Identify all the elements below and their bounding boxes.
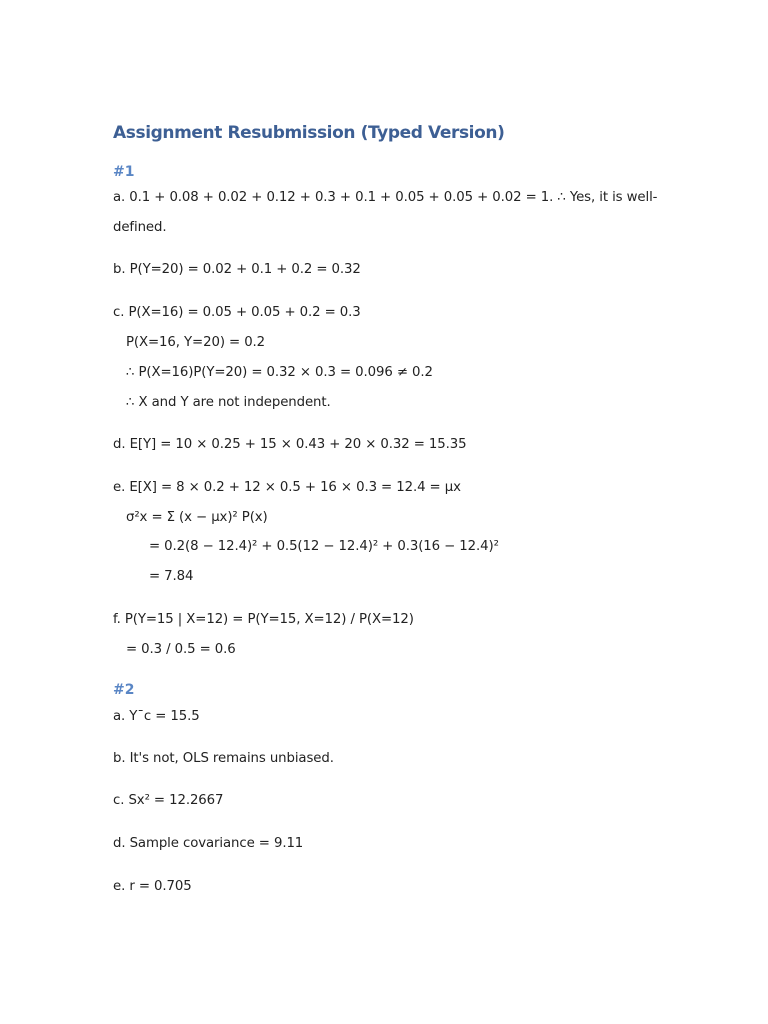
- answer-1c-line-2: P(X=16, Y=20) = 0.2: [126, 335, 266, 350]
- answer-1f-line-2: = 0.3 / 0.5 = 0.6: [126, 642, 236, 657]
- section-heading-2: #2: [113, 682, 135, 698]
- section-heading-1: #1: [113, 164, 135, 180]
- answer-2e: e. r = 0.705: [113, 879, 192, 894]
- answer-2a: a. Y¯c = 15.5: [113, 709, 200, 724]
- answer-1e-line-2: σ²x = Σ (x − μx)² P(x): [126, 510, 268, 525]
- answer-1e-line-3: = 0.2(8 − 12.4)² + 0.5(12 − 12.4)² + 0.3(16 − 12.4)²: [149, 539, 499, 554]
- answer-1c-line-4: ∴ X and Y are not independent.: [126, 395, 331, 410]
- answer-1d: d. E[Y] = 10 × 0.25 + 15 × 0.43 + 20 × 0.32 = 15.35: [113, 437, 467, 452]
- answer-2b: b. It's not, OLS remains unbiased.: [113, 751, 334, 766]
- answer-1b: b. P(Y=20) = 0.02 + 0.1 + 0.2 = 0.32: [113, 262, 361, 277]
- answer-2d: d. Sample covariance = 9.11: [113, 836, 304, 851]
- answer-1a-line-2: defined.: [113, 220, 167, 235]
- answer-2c: c. Sx² = 12.2667: [113, 793, 224, 808]
- answer-1c-line-1: c. P(X=16) = 0.05 + 0.05 + 0.2 = 0.3: [113, 305, 361, 320]
- answer-1e-line-1: e. E[X] = 8 × 0.2 + 12 × 0.5 + 16 × 0.3 = 12.4 = μx: [113, 480, 461, 495]
- answer-1e-line-4: = 7.84: [149, 569, 194, 584]
- answer-1a-line-1: a. 0.1 + 0.08 + 0.02 + 0.12 + 0.3 + 0.1 + 0.05 + 0.05 + 0.02 = 1. ∴ Yes, it is well-: [113, 190, 658, 205]
- answer-1c-line-3: ∴ P(X=16)P(Y=20) = 0.32 × 0.3 = 0.096 ≠ 0.2: [126, 365, 433, 380]
- answer-1f-line-1: f. P(Y=15 | X=12) = P(Y=15, X=12) / P(X=12): [113, 612, 414, 627]
- document-title: Assignment Resubmission (Typed Version): [113, 123, 505, 143]
